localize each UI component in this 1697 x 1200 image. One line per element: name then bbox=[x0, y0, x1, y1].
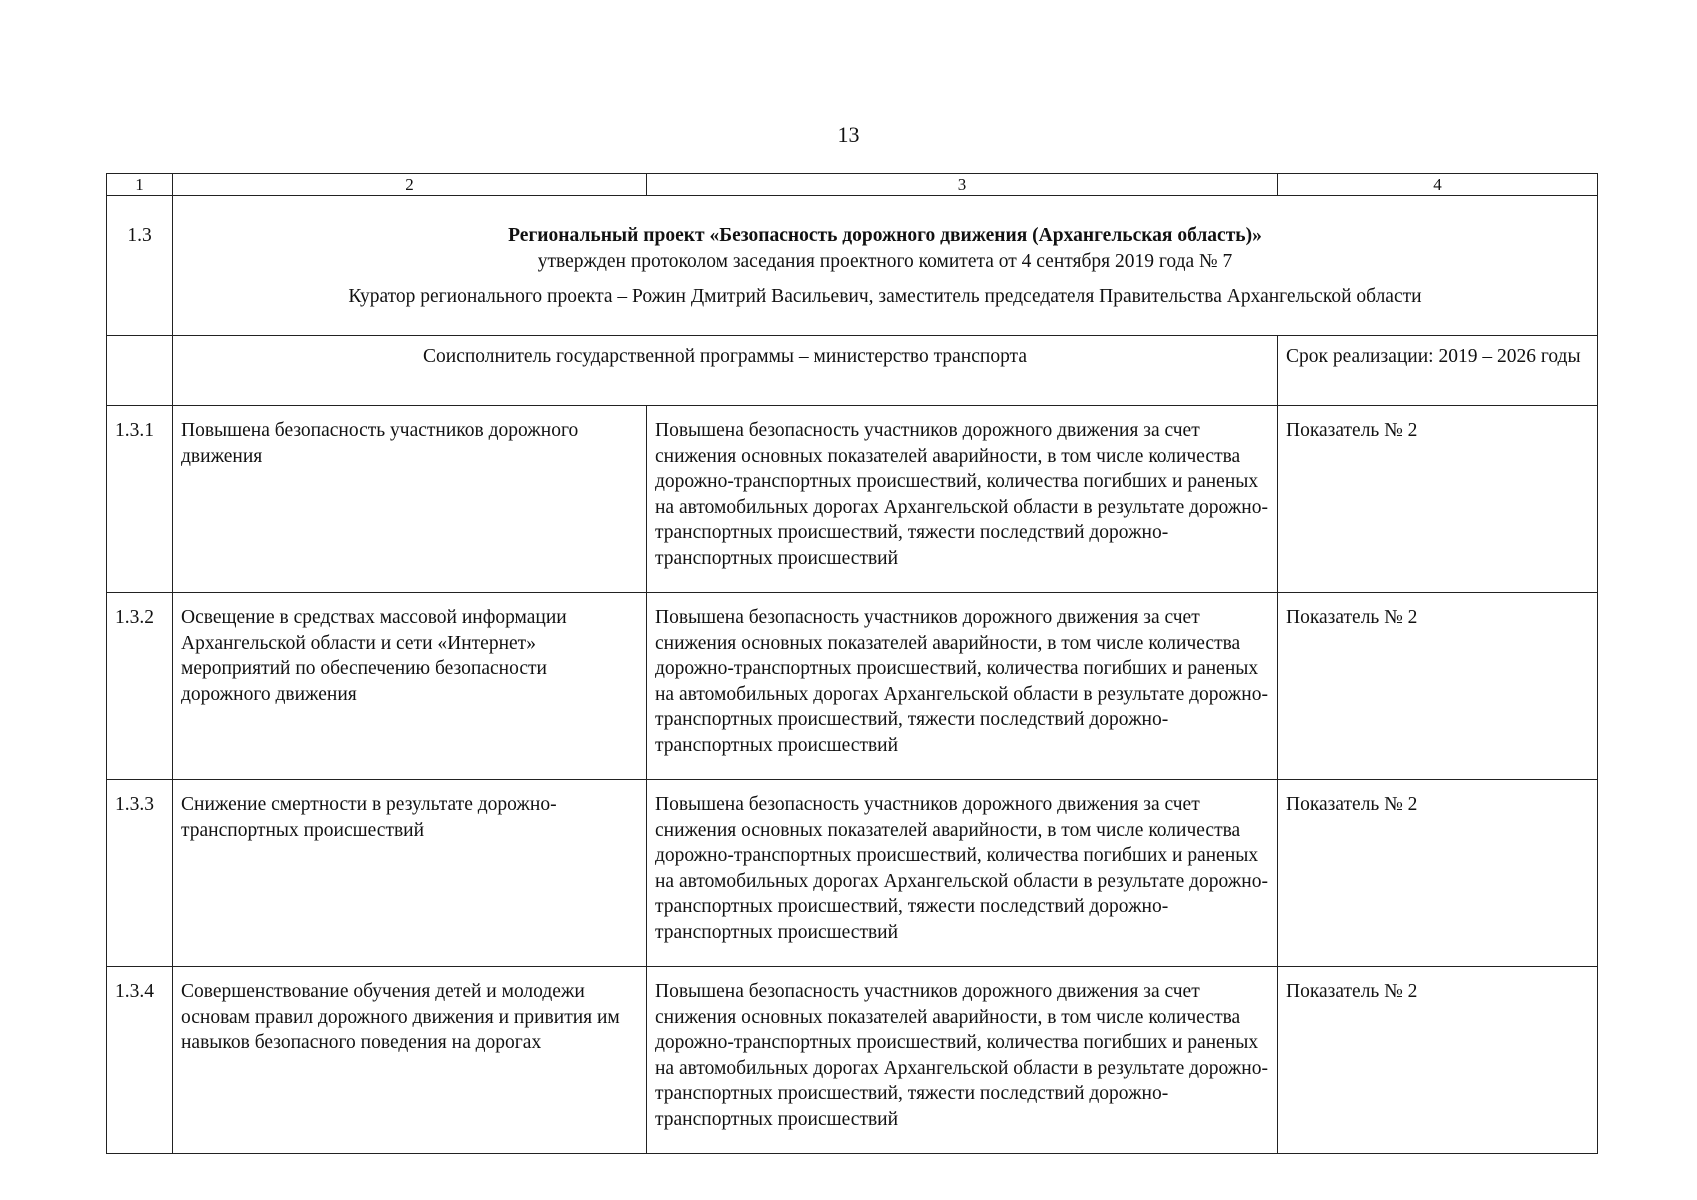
row-number: 1.3.3 bbox=[107, 780, 173, 967]
row-number: 1.3.4 bbox=[107, 967, 173, 1154]
column-number: 4 bbox=[1278, 174, 1598, 196]
row-result: Повышена безопасность участников дорожного движения за счет снижения основных показателей аварийности, в том числе количества дорожно-транспортных происшествий, количества погибших и раненых на автомобильных дорогах Архангельской области в результате дорожно-транспортных происшествий, тяжести последствий дорожно-транспортных происшествий bbox=[647, 593, 1278, 780]
project-approved: утвержден протоколом заседания проектного комитета от 4 сентября 2019 года № 7 bbox=[537, 250, 1233, 272]
row-indicator: Показатель № 2 bbox=[1278, 967, 1598, 1154]
table-row bbox=[107, 593, 1598, 780]
project-curator: Куратор регионального проекта – Рожин Дмитрий Васильевич, заместитель председателя Правительства Архангельской области bbox=[348, 286, 1422, 307]
column-number: 3 bbox=[647, 174, 1278, 196]
row-task: Совершенствование обучения детей и молодежи основам правил дорожного движения и привития им навыков безопасного поведения на дорогах bbox=[173, 967, 647, 1154]
program-table bbox=[106, 173, 1598, 1154]
project-header-cell bbox=[173, 196, 1598, 336]
coexecutor-text: Соисполнитель государственной программы – министерство транспорта bbox=[173, 336, 1278, 406]
table-row bbox=[107, 406, 1598, 593]
row-task: Освещение в средствах массовой информации Архангельской области и сети «Интернет» мероприятий по обеспечению безопасности дорожного движения bbox=[173, 593, 647, 780]
row-indicator: Показатель № 2 bbox=[1278, 780, 1598, 967]
row-task: Повышена безопасность участников дорожного движения bbox=[173, 406, 647, 593]
page-number: 13 bbox=[837, 122, 860, 147]
project-title: Региональный проект «Безопасность дорожного движения (Архангельская область)» bbox=[508, 225, 1262, 246]
row-indicator: Показатель № 2 bbox=[1278, 593, 1598, 780]
row-number: 1.3.1 bbox=[107, 406, 173, 593]
table-row bbox=[107, 780, 1598, 967]
row-task: Снижение смертности в результате дорожно-транспортных происшествий bbox=[173, 780, 647, 967]
row-indicator: Показатель № 2 bbox=[1278, 406, 1598, 593]
row-result: Повышена безопасность участников дорожного движения за счет снижения основных показателей аварийности, в том числе количества дорожно-транспортных происшествий, количества погибших и раненых на автомобильных дорогах Архангельской области в результате дорожно-транспортных происшествий, тяжести последствий дорожно-транспортных происшествий bbox=[647, 406, 1278, 593]
column-number: 2 bbox=[173, 174, 647, 196]
row-number: 1.3.2 bbox=[107, 593, 173, 780]
coexecutor-row bbox=[107, 336, 1598, 406]
row-result: Повышена безопасность участников дорожного движения за счет снижения основных показателей аварийности, в том числе количества дорожно-транспортных происшествий, количества погибших и раненых на автомобильных дорогах Архангельской области в результате дорожно-транспортных происшествий, тяжести последствий дорожно-транспортных происшествий bbox=[647, 967, 1278, 1154]
column-number-row bbox=[107, 174, 1598, 196]
empty-cell bbox=[107, 336, 173, 406]
table-row bbox=[107, 967, 1598, 1154]
project-header-row bbox=[107, 196, 1598, 336]
column-number: 1 bbox=[107, 174, 173, 196]
row-result: Повышена безопасность участников дорожного движения за счет снижения основных показателей аварийности, в том числе количества дорожно-транспортных происшествий, количества погибших и раненых на автомобильных дорогах Архангельской области в результате дорожно-транспортных происшествий, тяжести последствий дорожно-транспортных происшествий bbox=[647, 780, 1278, 967]
implementation-period: Срок реализации: 2019 – 2026 годы bbox=[1278, 336, 1598, 406]
project-number: 1.3 bbox=[107, 196, 173, 336]
